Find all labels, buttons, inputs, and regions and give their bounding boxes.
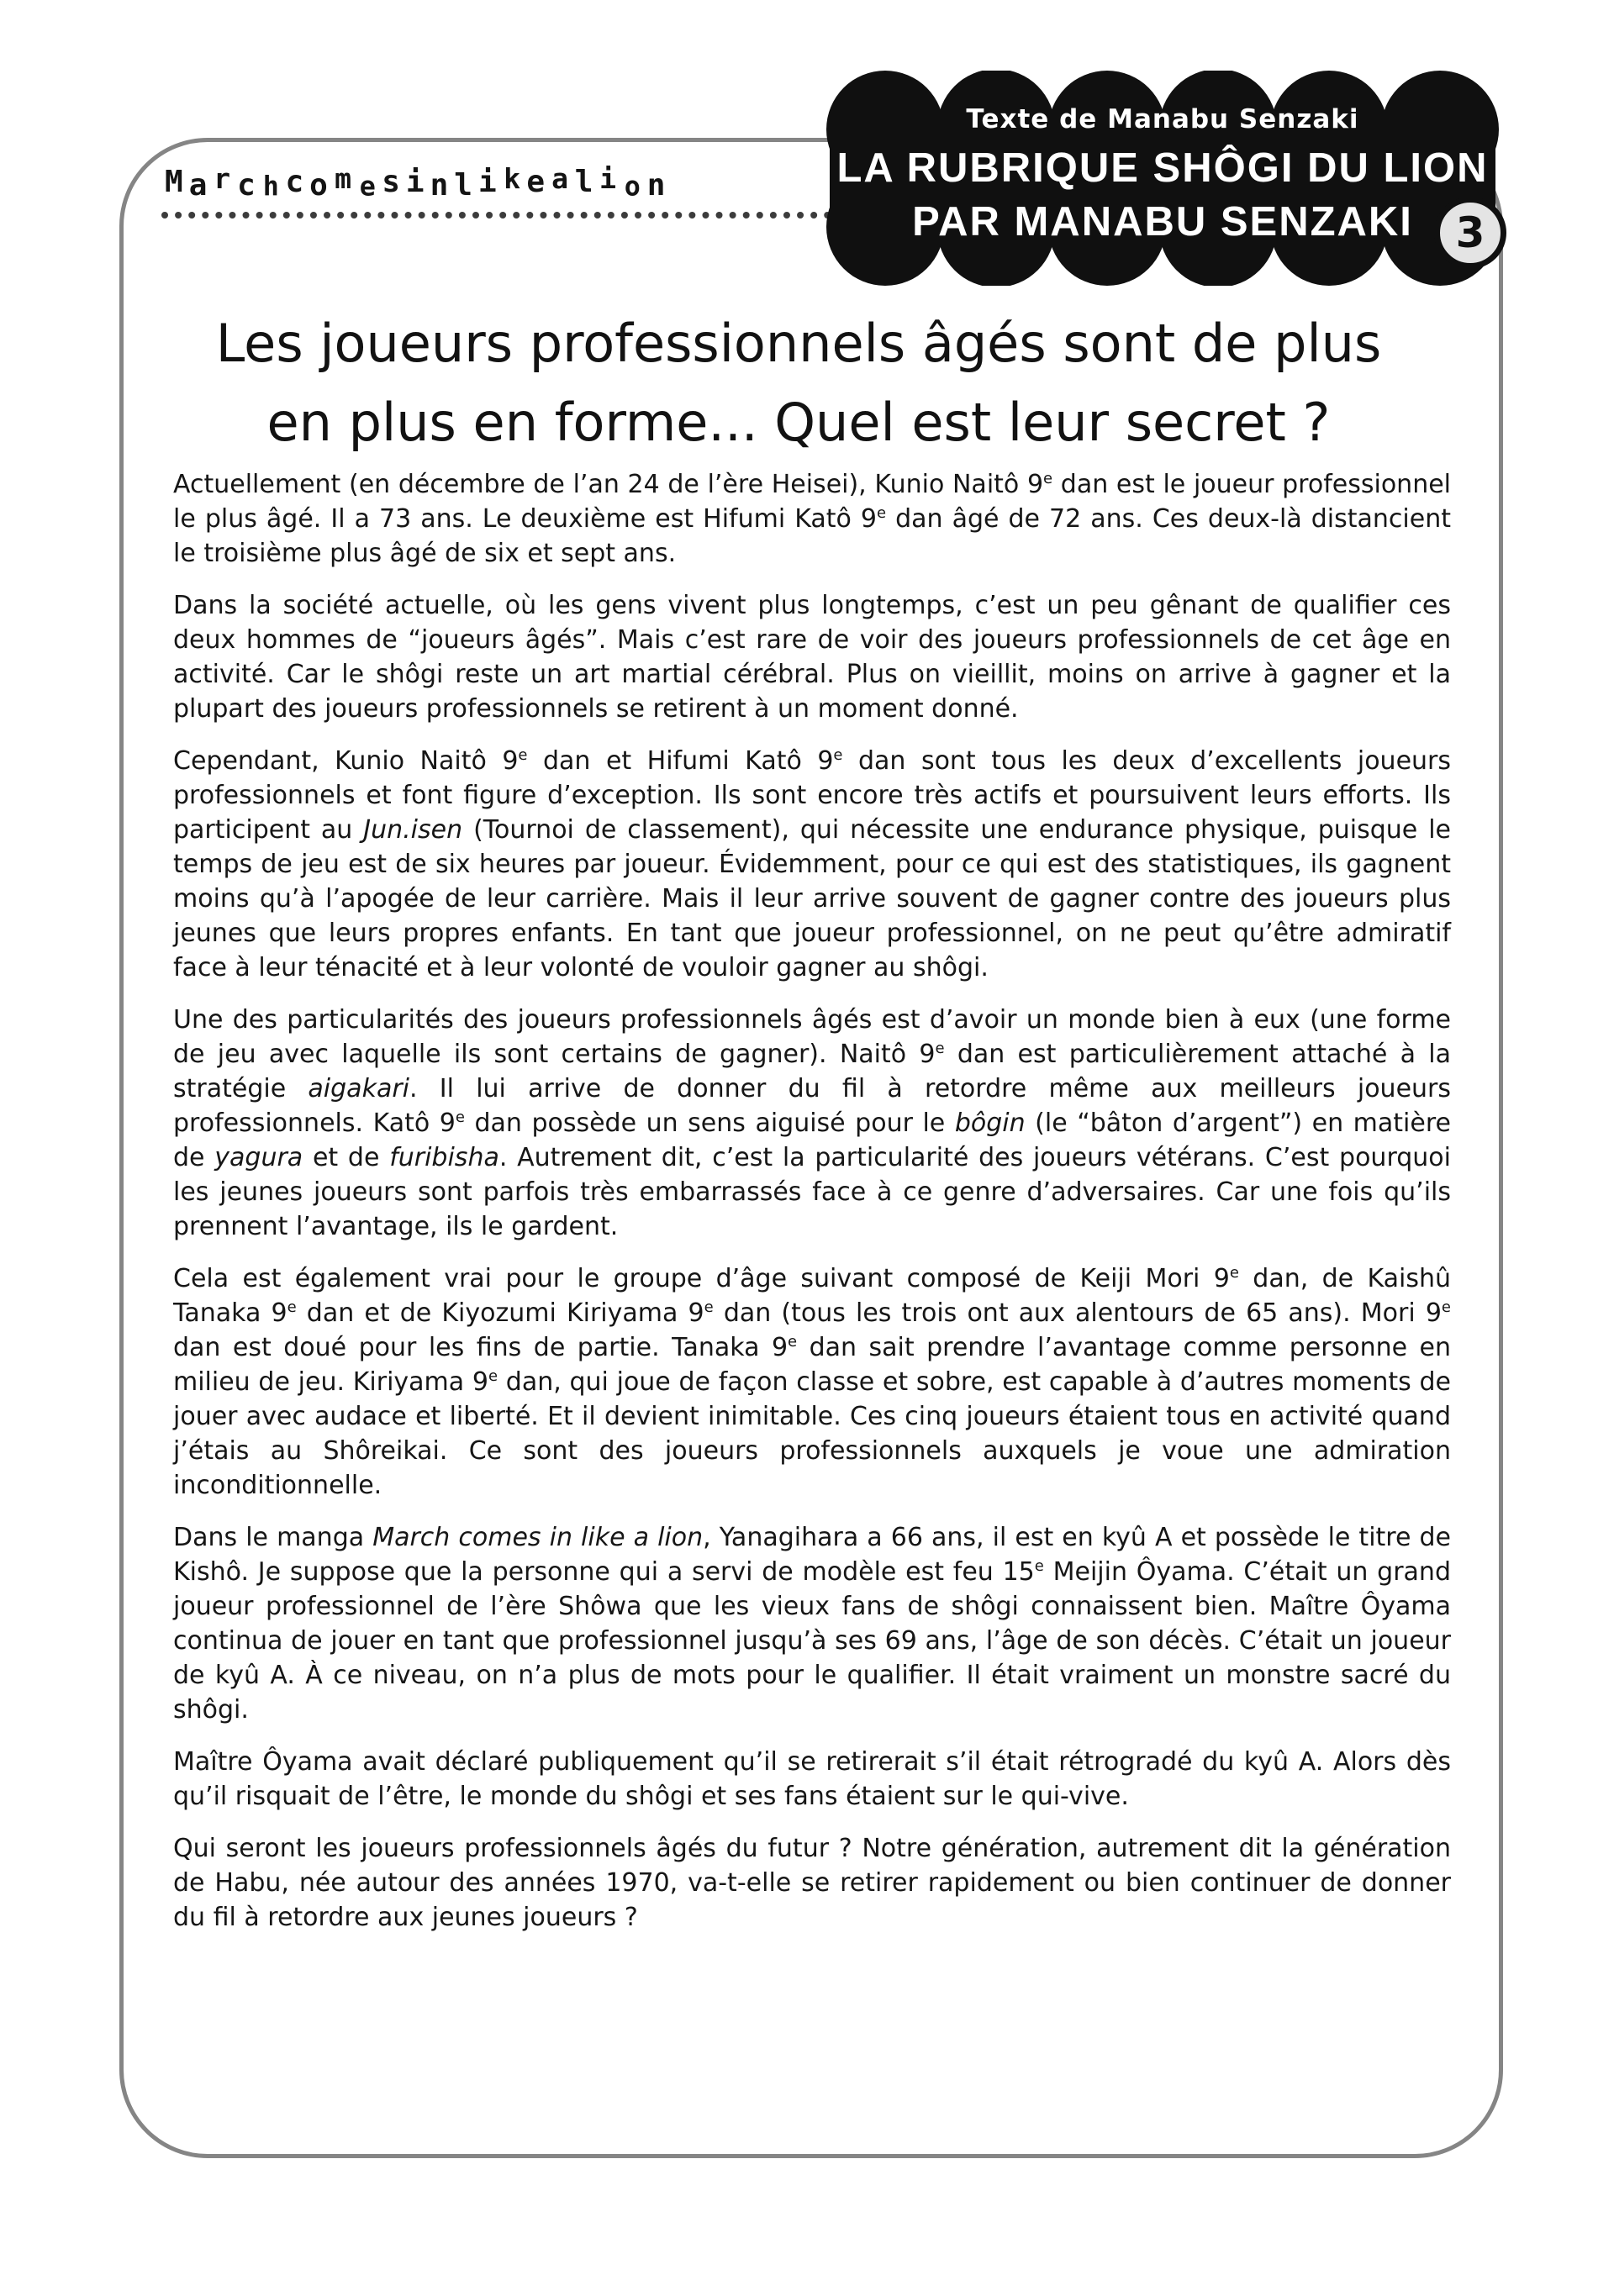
article-title-line1: Les joueurs professionnels âgés sont de plus: [215, 313, 1382, 374]
series-title: Marchcomesinlikealion: [165, 163, 672, 203]
column-badge: [826, 71, 1499, 286]
badge-byline: Texte de Manabu Senzaki: [966, 104, 1359, 134]
paragraph: Cependant, Kunio Naitô 9e dan et Hifumi Katô 9e dan sont tous les deux d’excellents joueurs professionnels et font figure d’exception. Ils sont encore très actifs et poursuivent leurs efforts. Ils participent au Jun.isen (Tournoi de classement), qui nécessite une endurance physique, puisque le temps de jeu est de six heures par joueur. Évidemment, pour ce qui est des statistiques, ils gagnent moins qu’à l’apogée de leur carrière. Mais il leur arrive souvent de gagner contre des joueurs plus jeunes que leurs propres enfants. En tant que joueur professionnel, on ne peut qu’être admiratif face à leur ténacité et à leur volonté de vouloir gagner au shôgi.: [173, 746, 1451, 982]
paragraph: Qui seront les joueurs professionnels âgés du futur ? Notre génération, autrement dit la génération de Habu, née autour des années 1970, va-t-elle se retirer rapidement ou bien continuer de donner du fil à retordre aux jeunes joueurs ?: [173, 1834, 1451, 1932]
paragraph: Dans le manga March comes in like a lion, Yanagihara a 66 ans, il est en kyû A et possède le titre de Kishô. Je suppose que la personne qui a servi de modèle est feu 15e Meijin Ôyama. C’était un grand joueur professionnel de l’ère Shôwa que les vieux fans de shôgi connaissent bien. Maître Ôyama continua de jouer en tant que professionnel jusqu’à ses 69 ans, l’âge de son décès. C’était un joueur de kyû A. À ce niveau, on n’a plus de mots pour le qualifier. Il était vraiment un monstre sacré du shôgi.: [173, 1523, 1451, 1725]
header-dotted-rule: [161, 212, 872, 219]
page-number-circle: [1434, 197, 1506, 269]
paragraph: Maître Ôyama avait déclaré publiquement qu’il se retirerait s’il était rétrogradé du kyû A. Alors dès qu’il risquait de l’être, le monde du shôgi et ses fans étaient sur le qui-vive.: [173, 1747, 1451, 1811]
page-number: 3: [1455, 208, 1485, 257]
paragraph: Cela est également vrai pour le groupe d’âge suivant composé de Keiji Mori 9e dan, de Kaishû Tanaka 9e dan et de Kiyozumi Kiriyama 9e dan (tous les trois ont aux alentours de 65 ans). Mori 9e dan est doué pour les fins de partie. Tanaka 9e dan sait prendre l’avantage comme personne en milieu de jeu. Kiriyama 9e dan, qui joue de façon classe et sobre, est capable à d’autres moments de jouer avec audace et liberté. Et il devient inimitable. Ces cinq joueurs étaient tous en activité quand j’étais au Shôreikai. Ce sont des joueurs professionnels auxquels je voue une admiration inconditionnelle.: [173, 1264, 1452, 1500]
article-body: [173, 467, 1451, 1952]
paragraph: Dans la société actuelle, où les gens vivent plus longtemps, c’est un peu gênant de qualifier ces deux hommes de “joueurs âgés”. Mais c’est rare de voir des joueurs professionnels de cet âge en activité. Car le shôgi reste un art martial cérébral. Plus on vieillit, moins on arrive à gagner et la plupart des joueurs professionnels se retirent à un moment donné.: [173, 591, 1451, 724]
badge-title-line1: LA RUBRIQUE SHÔGI DU LION: [836, 145, 1489, 191]
badge-text: [826, 71, 1499, 286]
badge-title-line2: PAR MANABU SENZAKI: [912, 199, 1413, 245]
article-title-line2: en plus en forme... Quel est leur secret ?: [266, 392, 1331, 453]
article-title: [134, 304, 1463, 462]
paragraph: Actuellement (en décembre de l’an 24 de l’ère Heisei), Kunio Naitô 9e dan est le joueur professionnel le plus âgé. Il a 73 ans. Le deuxième est Hifumi Katô 9e dan âgé de 72 ans. Ces deux-là distancient le troisième plus âgé de six et sept ans.: [173, 470, 1451, 568]
paragraph: Une des particularités des joueurs professionnels âgés est d’avoir un monde bien à eux (une forme de jeu avec laquelle ils sont certains de gagner). Naitô 9e dan est particulièrement attaché à la stratégie aigakari. Il lui arrive de donner du fil à retordre même aux meilleurs joueurs professionnels. Katô 9e dan possède un sens aiguisé pour le bôgin (le “bâton d’argent”) en matière de yagura et de furibisha. Autrement dit, c’est la particularité des joueurs vétérans. C’est pourquoi les jeunes joueurs sont parfois très embarrassés face à ce genre d’adversaires. Car une fois qu’ils prennent l’avantage, ils le gardent.: [173, 1005, 1452, 1241]
